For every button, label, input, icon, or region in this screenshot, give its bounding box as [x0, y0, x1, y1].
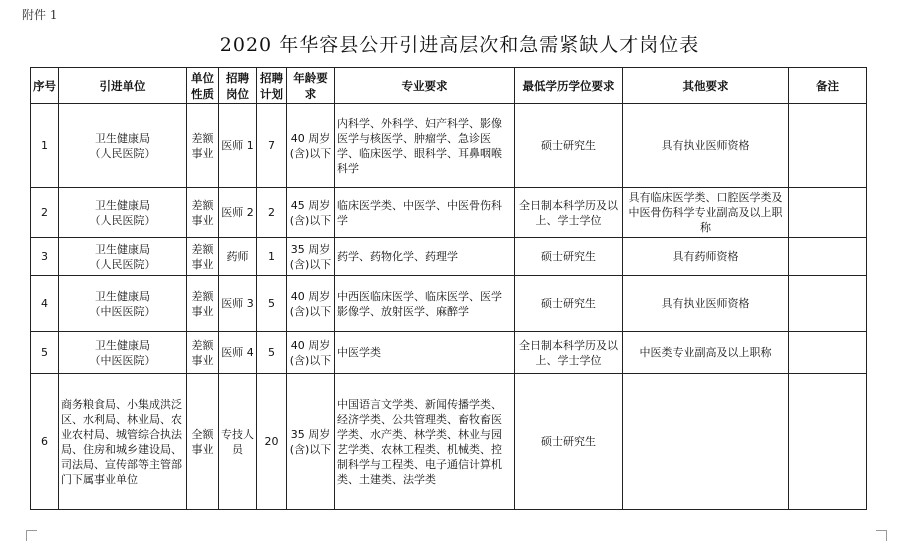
row-number: 6: [31, 374, 59, 510]
col-header-no: 序号: [31, 68, 59, 104]
row-note: [789, 276, 867, 332]
col-header-major: 专业要求: [335, 68, 515, 104]
table-row: [31, 374, 867, 510]
row-number: 5: [31, 332, 59, 374]
row-note: [789, 188, 867, 238]
row-other: 中医类专业副高及以上职称: [623, 332, 789, 374]
col-header-plan: 招聘计划: [257, 68, 287, 104]
row-post: 医师 1: [219, 104, 257, 188]
row-number: 1: [31, 104, 59, 188]
col-header-other: 其他要求: [623, 68, 789, 104]
row-nature: 差额 事业: [187, 188, 219, 238]
row-post: 医师 2: [219, 188, 257, 238]
col-header-age: 年龄要求: [287, 68, 335, 104]
row-nature: 差额 事业: [187, 104, 219, 188]
row-unit: 卫生健康局 （中医医院）: [59, 276, 187, 332]
row-major: 中医学类: [335, 332, 515, 374]
row-plan: 20: [257, 374, 287, 510]
row-unit: 卫生健康局 （人民医院）: [59, 188, 187, 238]
annex-label: 附件 1: [22, 8, 58, 22]
row-age: 35 周岁 (含)以下: [287, 238, 335, 276]
row-major: 中西医临床医学、临床医学、医学影像学、放射医学、麻醉学: [335, 276, 515, 332]
row-unit: 卫生健康局 （中医医院）: [59, 332, 187, 374]
row-number: 3: [31, 238, 59, 276]
row-major: 内科学、外科学、妇产科学、影像医学与核医学、肿瘤学、急诊医学、临床医学、眼科学、耳鼻咽喉科学: [335, 104, 515, 188]
positions-table: [30, 67, 867, 510]
row-age: 35 周岁 (含)以下: [287, 374, 335, 510]
corner-mark-left: [26, 530, 37, 541]
row-note: [789, 238, 867, 276]
row-nature: 差额 事业: [187, 332, 219, 374]
row-plan: 2: [257, 188, 287, 238]
row-nature: 全额 事业: [187, 374, 219, 510]
row-note: [789, 374, 867, 510]
row-major: 临床医学类、中医学、中医骨伤科学: [335, 188, 515, 238]
document-title: 2020 年华容县公开引进高层次和急需紧缺人才岗位表: [219, 34, 700, 56]
row-post: 医师 4: [219, 332, 257, 374]
col-header-unit: 引进单位: [59, 68, 187, 104]
row-education: 硕士研究生: [515, 374, 623, 510]
row-age: 45 周岁 (含)以下: [287, 188, 335, 238]
row-other: 具有临床医学类、口腔医学类及中医骨伤科学专业副高及以上职称: [623, 188, 789, 238]
col-header-education: 最低学历学位要求: [515, 68, 623, 104]
row-plan: 5: [257, 332, 287, 374]
corner-mark-right: [876, 530, 887, 541]
row-major: 中国语言文学类、新闻传播学类、经济学类、公共管理类、畜牧畜医学类、水产类、林学类、林业与园艺学类、农林工程类、机械类、控制科学与工程类、电子通信计算机类、土建类、法学类: [335, 374, 515, 510]
row-age: 40 周岁 (含)以下: [287, 332, 335, 374]
table-header-row: [31, 68, 867, 104]
row-education: 全日制本科学历及以上、学士学位: [515, 188, 623, 238]
row-note: [789, 104, 867, 188]
row-education: 硕士研究生: [515, 276, 623, 332]
row-note: [789, 332, 867, 374]
row-age: 40 周岁 (含)以下: [287, 276, 335, 332]
row-unit: 商务粮食局、小集成洪泛区、水利局、林业局、农业农村局、城管综合执法局、住房和城乡建设局、司法局、宣传部等主管部门下属事业单位: [59, 374, 187, 510]
row-other: 具有执业医师资格: [623, 276, 789, 332]
table-row: [31, 188, 867, 238]
row-other: 具有执业医师资格: [623, 104, 789, 188]
table-row: [31, 104, 867, 188]
table-row: [31, 332, 867, 374]
table-row: [31, 276, 867, 332]
row-major: 药学、药物化学、药理学: [335, 238, 515, 276]
col-header-nature: 单位性质: [187, 68, 219, 104]
row-number: 4: [31, 276, 59, 332]
row-age: 40 周岁 (含)以下: [287, 104, 335, 188]
row-other: 具有药师资格: [623, 238, 789, 276]
col-header-post: 招聘岗位: [219, 68, 257, 104]
col-header-note: 备注: [789, 68, 867, 104]
row-plan: 1: [257, 238, 287, 276]
row-education: 全日制本科学历及以上、学士学位: [515, 332, 623, 374]
row-post: 专技人 员: [219, 374, 257, 510]
row-unit: 卫生健康局 （人民医院）: [59, 238, 187, 276]
row-post: 医师 3: [219, 276, 257, 332]
row-nature: 差额 事业: [187, 238, 219, 276]
row-other: [623, 374, 789, 510]
row-number: 2: [31, 188, 59, 238]
row-unit: 卫生健康局 （人民医院）: [59, 104, 187, 188]
row-plan: 7: [257, 104, 287, 188]
table-row: [31, 238, 867, 276]
row-nature: 差额 事业: [187, 276, 219, 332]
row-post: 药师: [219, 238, 257, 276]
row-plan: 5: [257, 276, 287, 332]
row-education: 硕士研究生: [515, 104, 623, 188]
row-education: 硕士研究生: [515, 238, 623, 276]
